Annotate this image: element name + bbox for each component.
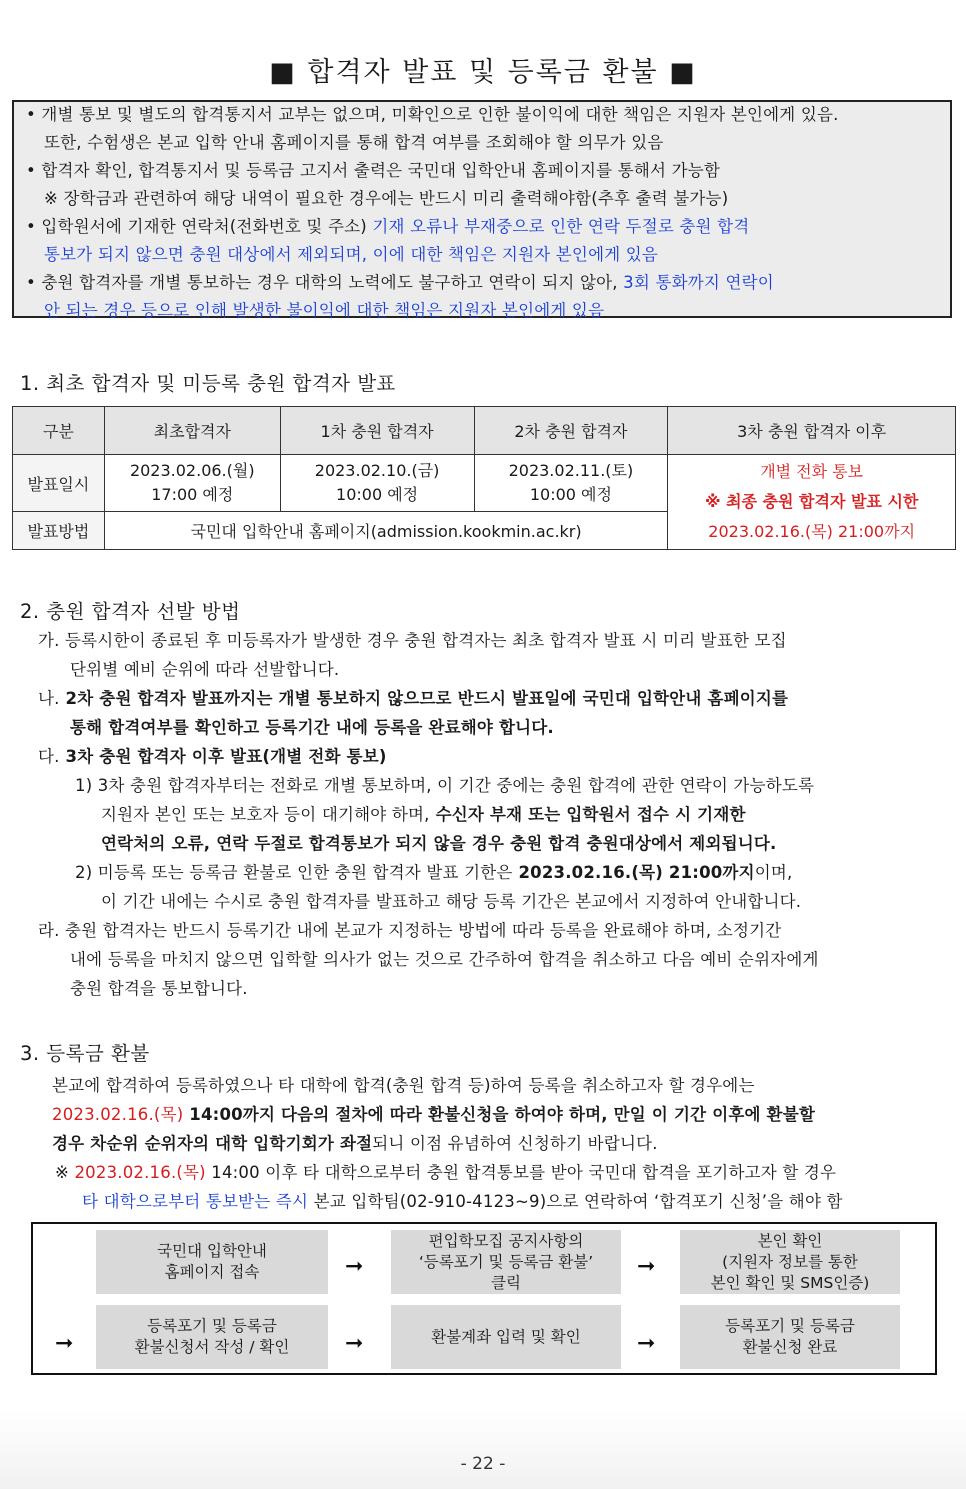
paragraph-line: 본교에 합격하여 등록하였으나 타 대학에 합격(충원 합격 등)하여 등록을 취소하고자 할 경우에는 [52, 1076, 755, 1095]
paragraph-line: 가. 등록시한이 종료된 후 미등록자가 발생한 경우 충원 합격자는 최초 합격자 발표 시 미리 발표한 모집 [38, 631, 787, 650]
paragraph-line: 1) 3차 충원 합격자부터는 전화로 개별 통보하며, 이 기간 중에는 충원 합격에 관한 연락이 가능하도록 [75, 776, 815, 795]
notice-line: • 합격자 확인, 합격통지서 및 등록금 고지서 출력은 국민대 입학안내 홈페이지를 통해서 가능함 [26, 161, 720, 180]
section-3-heading: 3. 등록금 환불 [20, 1042, 150, 1065]
paragraph-line: 연락처의 오류, 연락 두절로 합격통보가 되지 않을 경우 충원 합격 충원대상에서 제외됩니다. [101, 834, 777, 853]
header-cell: 1차 충원 합격자 [280, 407, 474, 455]
paragraph-line: 이 기간 내에는 수시로 충원 합격자를 발표하고 해당 등록 기간은 본교에서 지정하여 안내합니다. [101, 892, 802, 911]
arrow-right-icon: ➞ [637, 1254, 656, 1279]
row-label: 발표방법 [13, 512, 105, 550]
arrow-right-icon: ➞ [637, 1331, 656, 1356]
notice-text-blue: 기재 오류나 부재중으로 인한 연락 두절로 충원 합격 [366, 217, 750, 236]
paragraph-line: 2) 미등록 또는 등록금 환불로 인한 충원 합격자 발표 기한은 2023.02.16.(목) 21:00까지이며, [75, 863, 793, 882]
header-cell: 3차 충원 합격자 이후 [668, 407, 956, 455]
method-cell: 국민대 입학안내 홈페이지(admission.kookmin.ac.kr) [104, 512, 667, 550]
paragraph-line: 내에 등록을 마치지 않으면 입학할 의사가 없는 것으로 간주하여 합격을 취소하고 다음 예비 순위자에게 [70, 950, 819, 969]
table-row [13, 455, 956, 512]
paragraph-line: 충원 합격을 통보합니다. [70, 979, 248, 998]
paragraph-line: 타 대학으로부터 통보받는 즉시 본교 입학팀(02-910-4123~9)으로 연락하여 ‘합격포기 신청’을 해야 함 [82, 1192, 843, 1211]
notice-text: • 입학원서에 기재한 연락처(전화번호 및 주소) [26, 217, 367, 236]
paragraph-line: 지원자 본인 또는 보호자 등이 대기해야 하며, 수신자 부재 또는 입학원서 접수 시 기재한 [101, 805, 746, 824]
notice-line: 통보가 되지 않으면 충원 대상에서 제외되며, 이에 대한 책임은 지원자 본인에게 있음 [44, 245, 659, 264]
schedule-table [12, 406, 956, 550]
paragraph-line: 라. 충원 합격자는 반드시 등록기간 내에 본교가 지정하는 방법에 따라 등록을 완료해야 하며, 소정기간 [38, 921, 782, 940]
row-label: 발표일시 [13, 455, 105, 512]
section-2-heading: 2. 충원 합격자 선발 방법 [20, 600, 241, 623]
notice-line: ※ 장학금과 관련하여 해당 내역이 필요한 경우에는 반드시 미리 출력해야함(추후 출력 불가능) [44, 189, 729, 208]
page-bottom-shade [0, 1410, 966, 1489]
step-visit-homepage: 국민대 입학안내 홈페이지 접속 [96, 1230, 328, 1294]
paragraph-line: 다. 3차 충원 합격자 이후 발표(개별 전화 통보) [38, 747, 387, 766]
third-round-cell: 개별 전화 통보 ※ 최종 충원 합격자 발표 시한 2023.02.16.(목) 21:00까지 [668, 455, 956, 550]
paragraph-line: 2023.02.16.(목) 14:00까지 다음의 절차에 따라 환불신청을 하여야 하며, 만일 이 기간 이후에 환불할 [52, 1105, 815, 1124]
arrow-right-icon: ➞ [345, 1254, 364, 1279]
date-cell: 2023.02.10.(금) 10:00 예정 [280, 455, 474, 512]
step-enter-account: 환불계좌 입력 및 확인 [391, 1305, 621, 1369]
paragraph-line: 단위별 예비 순위에 따라 선발합니다. [70, 660, 340, 679]
table-header-row [13, 407, 956, 455]
notice-text: • 충원 합격자를 개별 통보하는 경우 대학의 노력에도 불구하고 연락이 되지 않아, [26, 273, 618, 292]
step-identity-check: 본인 확인 (지원자 정보를 통한 본인 확인 및 SMS인증) [680, 1230, 900, 1294]
notice-line [26, 273, 774, 293]
paragraph-line: 통해 합격여부를 확인하고 등록기간 내에 등록을 완료해야 합니다. [70, 718, 554, 737]
paragraph-line: 나. 2차 충원 합격자 발표까지는 개별 통보하지 않으므로 반드시 발표일에 국민대 입학안내 홈페이지를 [38, 689, 789, 708]
notice-line: 또한, 수험생은 본교 입학 안내 홈페이지를 통해 합격 여부를 조회해야 할 의무가 있음 [44, 133, 664, 152]
notice-text-blue: 3회 통화까지 연락이 [617, 273, 774, 292]
notice-line: • 개별 통보 및 별도의 합격통지서 교부는 없으며, 미확인으로 인한 불이익에 대한 책임은 지원자 본인에게 있음. [26, 105, 839, 124]
refund-process-diagram [31, 1222, 937, 1375]
date-cell: 2023.02.06.(월) 17:00 예정 [104, 455, 280, 512]
paragraph-line: 경우 차순위 순위자의 대학 입학기회가 좌절되니 이점 유념하여 신청하기 바랍니다. [52, 1134, 658, 1153]
header-cell: 2차 충원 합격자 [474, 407, 668, 455]
arrow-right-icon: ➞ [55, 1331, 74, 1356]
header-cell: 최초합격자 [104, 407, 280, 455]
notice-line: 안 되는 경우 등으로 인해 발생한 불이익에 대한 책임은 지원자 본인에게 있음 [44, 301, 605, 320]
date-cell: 2023.02.11.(토) 10:00 예정 [474, 455, 668, 512]
section-1-heading: 1. 최초 합격자 및 미등록 충원 합격자 발표 [20, 372, 396, 395]
step-complete: 등록포기 및 등록금 환불신청 완료 [680, 1305, 900, 1369]
step-write-form: 등록포기 및 등록금 환불신청서 작성 / 확인 [96, 1305, 328, 1369]
arrow-right-icon: ➞ [345, 1331, 364, 1356]
page-number: - 22 - [460, 1454, 506, 1474]
step-click-notice: 편입학모집 공지사항의 ‘등록포기 및 등록금 환불’ 클릭 [391, 1230, 621, 1294]
page-title: ■ 합격자 발표 및 등록금 환불 ■ [269, 57, 697, 88]
header-cell: 구분 [13, 407, 105, 455]
notice-line [26, 217, 749, 237]
notice-box [12, 100, 952, 318]
paragraph-line: ※ 2023.02.16.(목) 14:00 이후 타 대학으로부터 충원 합격통보를 받아 국민대 합격을 포기하고자 할 경우 [55, 1163, 837, 1182]
